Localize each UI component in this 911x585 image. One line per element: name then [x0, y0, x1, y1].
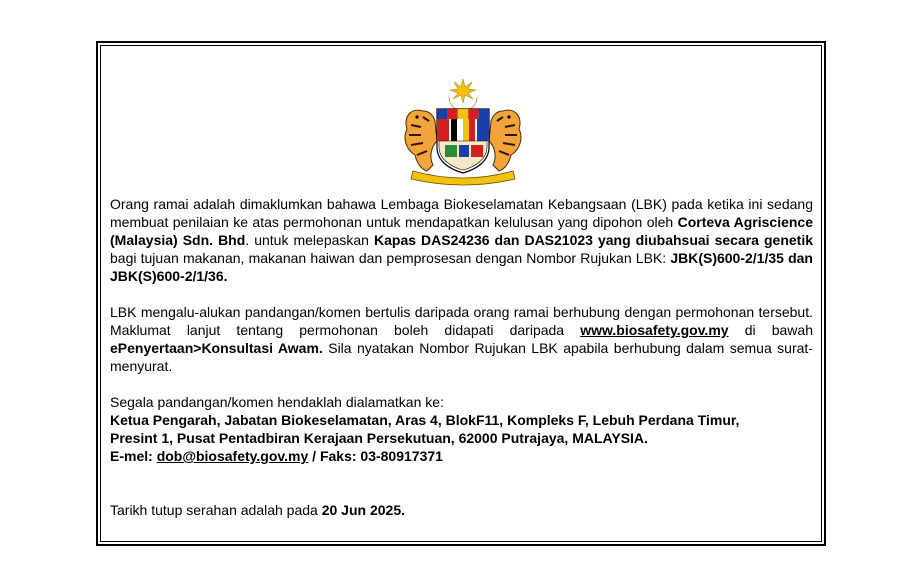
left-tiger-icon: [405, 110, 437, 171]
announcement-text: . untuk melepaskan: [245, 232, 374, 248]
company-name: Corteva Agriscience (Malaysia) Sdn. Bhd: [110, 214, 813, 248]
coat-of-arms-emblem: [393, 77, 533, 187]
announcement-text: Orang ramai adalah dimaklumkan bahawa Lembaga Biokeselamatan Kebangsaan (LBK) pada ketika ini sedang membuat penilaian ke atas permohonan untuk mendapatkan kelulusan yang dipohon oleh: [110, 196, 813, 230]
right-tiger-icon: [489, 110, 521, 171]
fax-number: / Faks: 03-80917371: [308, 448, 443, 464]
closing-date: 20 Jun 2025.: [321, 502, 405, 518]
email-label: E-mel:: [110, 448, 157, 464]
announcement-text: bagi tujuan makanan, makanan haiwan dan pemprosesan dengan Nombor Rujukan LBK:: [110, 250, 671, 266]
comments-text: Sila nyatakan Nombor Rujukan LBK apabila berhubung dalam semua surat-menyurat.: [110, 340, 813, 374]
address-line-2: Presint 1, Pusat Pentadbiran Kerajaan Persekutuan, 62000 Putrajaya, MALAYSIA.: [110, 430, 648, 446]
comments-text: di bawah: [728, 322, 813, 338]
shield-icon: [437, 109, 489, 173]
paragraph-address: [110, 393, 813, 465]
address-line-1: Ketua Pengarah, Jabatan Biokeselamatan, Aras 4, BlokF11, Kompleks F, Lebuh Perdana Timur,: [110, 412, 740, 428]
paragraph-closing-date: [110, 501, 813, 519]
email-link[interactable]: dob@biosafety.gov.my: [156, 448, 309, 464]
crescent-star-icon: [449, 79, 477, 111]
product-name: Kapas DAS24236 dan DAS21023 yang diubahsuai secara genetik: [374, 232, 814, 248]
paragraph-comments: [110, 303, 813, 375]
website-link[interactable]: www.biosafety.gov.my: [580, 322, 729, 338]
comments-text: LBK mengalu-alukan pandangan/komen bertulis daripada orang ramai berhubung dengan permohonan tersebut. Maklumat lanjut tentang permohonan boleh didapati daripada: [110, 304, 813, 338]
notice-text: [110, 195, 813, 519]
paragraph-announcement: [110, 195, 813, 285]
reference-number: JBK(S)600-2/1/35 dan JBK(S)600-2/1/36.: [110, 250, 813, 284]
portal-path: ePenyertaan>Konsultasi Awam.: [110, 340, 323, 356]
closing-date-text: Tarikh tutup serahan adalah pada: [110, 502, 322, 518]
address-intro: Segala pandangan/komen hendaklah dialamatkan ke:: [110, 394, 444, 410]
